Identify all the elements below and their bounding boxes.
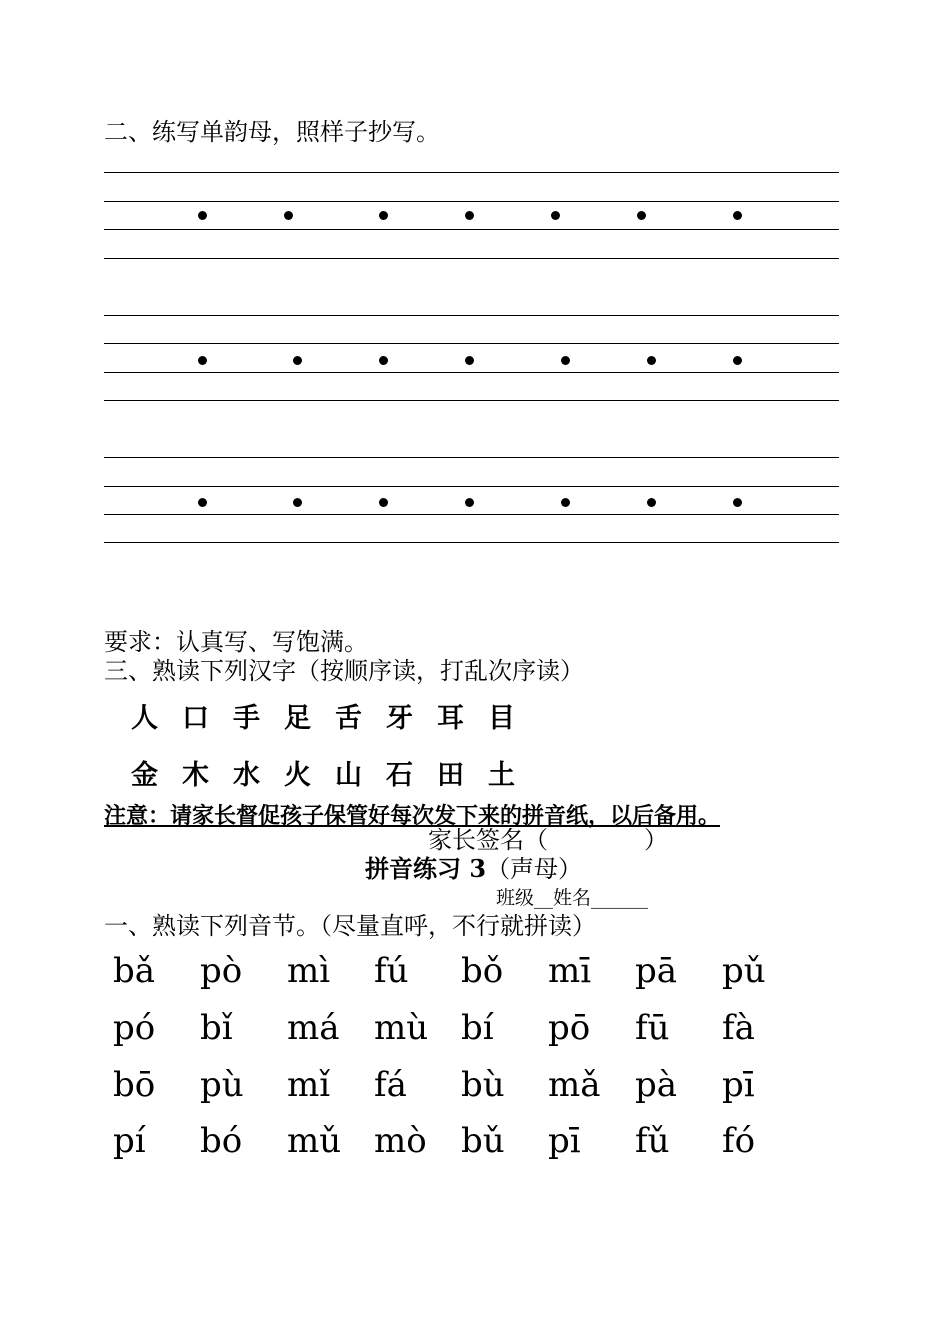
parent-signature: 家长签名（ ） xyxy=(428,826,668,854)
hanzi-char: 石 xyxy=(386,760,413,791)
hanzi-char: 手 xyxy=(233,703,260,734)
grid-line xyxy=(104,457,839,458)
pinyin-syllable: mù xyxy=(374,1008,429,1048)
grid-line xyxy=(104,315,839,316)
pinyin-row-2 xyxy=(113,1008,809,1048)
pinyin-syllable: pù xyxy=(200,1065,244,1105)
sample-dot xyxy=(465,356,474,365)
pinyin-syllable: fó xyxy=(722,1121,756,1161)
section-1-title: 一、熟读下列音节。（尽量直呼，不行就拼读） xyxy=(104,912,596,940)
grid-line xyxy=(104,201,839,202)
sample-dot xyxy=(551,211,560,220)
sample-dot xyxy=(647,356,656,365)
pinyin-syllable: mì xyxy=(287,951,331,991)
hanzi-char: 耳 xyxy=(437,703,464,734)
sample-dot xyxy=(293,498,302,507)
pinyin-syllable: bǐ xyxy=(200,1008,233,1048)
grid-line xyxy=(104,343,839,344)
sample-dot xyxy=(379,356,388,365)
pinyin-syllable: bǔ xyxy=(461,1121,505,1161)
pinyin-syllable: fǔ xyxy=(635,1121,670,1161)
hanzi-char: 水 xyxy=(233,760,260,791)
pinyin-syllable: pō xyxy=(548,1008,591,1048)
pinyin-syllable: pò xyxy=(200,951,243,991)
lesson-title-main: 拼音练习 3 xyxy=(365,854,487,883)
hanzi-char: 口 xyxy=(182,703,209,734)
hanzi-char: 目 xyxy=(488,703,515,734)
sample-dot xyxy=(198,498,207,507)
pinyin-syllable: fá xyxy=(374,1065,407,1105)
pinyin-syllable: pī xyxy=(548,1121,581,1161)
section-3-title: 三、熟读下列汉字（按顺序读，打乱次序读） xyxy=(104,657,584,685)
pinyin-row-3 xyxy=(113,1065,809,1105)
grid-line xyxy=(104,229,839,230)
hanzi-char: 牙 xyxy=(386,703,413,734)
pinyin-syllable: mǔ xyxy=(287,1121,342,1161)
pinyin-syllable: bǎ xyxy=(113,951,156,991)
grid-line xyxy=(104,542,839,543)
pinyin-syllable: pǔ xyxy=(722,951,766,991)
sample-dot xyxy=(561,498,570,507)
pinyin-syllable: fū xyxy=(635,1008,670,1048)
lesson-title-sub: （声母） xyxy=(486,855,583,883)
hanzi-char: 田 xyxy=(437,760,464,791)
pinyin-row-1 xyxy=(113,951,809,991)
grid-line xyxy=(104,172,839,173)
pinyin-syllable: mǎ xyxy=(548,1065,601,1105)
pinyin-syllable: pà xyxy=(635,1065,678,1105)
sample-dot xyxy=(733,356,742,365)
pinyin-syllable: bó xyxy=(200,1121,243,1161)
sample-dot xyxy=(561,356,570,365)
lesson-title xyxy=(365,855,582,883)
pinyin-row-4 xyxy=(113,1121,809,1161)
pinyin-syllable: má xyxy=(287,1008,340,1048)
hanzi-row-2 xyxy=(131,753,539,792)
sample-dot xyxy=(647,498,656,507)
sample-dot xyxy=(637,211,646,220)
pinyin-syllable: fà xyxy=(722,1008,755,1048)
sample-dot xyxy=(465,498,474,507)
pinyin-syllable: bō xyxy=(113,1065,156,1105)
sample-dot xyxy=(379,211,388,220)
sample-dot xyxy=(284,211,293,220)
parent-notice: 注意：请家长督促孩子保管好每次发下来的拼音纸，以后备用。 xyxy=(104,803,721,829)
pinyin-syllable: mī xyxy=(548,951,592,991)
pinyin-syllable: mò xyxy=(374,1121,427,1161)
sample-dot xyxy=(733,211,742,220)
sample-dot xyxy=(379,498,388,507)
pinyin-syllable: pī xyxy=(722,1065,755,1105)
hanzi-char: 舌 xyxy=(335,703,362,734)
pinyin-syllable: pó xyxy=(113,1008,156,1048)
hanzi-char: 山 xyxy=(335,760,362,791)
grid-line xyxy=(104,372,839,373)
hanzi-char: 金 xyxy=(131,760,158,791)
pinyin-syllable: fú xyxy=(374,951,409,991)
grid-line xyxy=(104,486,839,487)
pinyin-syllable: mǐ xyxy=(287,1065,331,1105)
section-2-title: 二、练写单韵母，照样子抄写。 xyxy=(104,118,440,146)
sample-dot xyxy=(198,356,207,365)
class-name-line: 班级__姓名______ xyxy=(496,887,649,909)
grid-line xyxy=(104,258,839,259)
pinyin-syllable: bù xyxy=(461,1065,505,1105)
hanzi-char: 火 xyxy=(284,760,311,791)
hanzi-char: 人 xyxy=(131,703,158,734)
pinyin-syllable: pí xyxy=(113,1121,146,1161)
hanzi-char: 土 xyxy=(488,760,515,791)
requirement-text: 要求：认真写、写饱满。 xyxy=(104,628,368,656)
grid-line xyxy=(104,400,839,401)
sample-dot xyxy=(465,211,474,220)
hanzi-row-1 xyxy=(131,696,539,735)
hanzi-char: 足 xyxy=(284,703,311,734)
sample-dot xyxy=(733,498,742,507)
pinyin-syllable: bǒ xyxy=(461,951,504,991)
grid-line xyxy=(104,514,839,515)
hanzi-char: 木 xyxy=(182,760,209,791)
sample-dot xyxy=(198,211,207,220)
pinyin-syllable: bí xyxy=(461,1008,494,1048)
pinyin-syllable: pā xyxy=(635,951,678,991)
sample-dot xyxy=(293,356,302,365)
